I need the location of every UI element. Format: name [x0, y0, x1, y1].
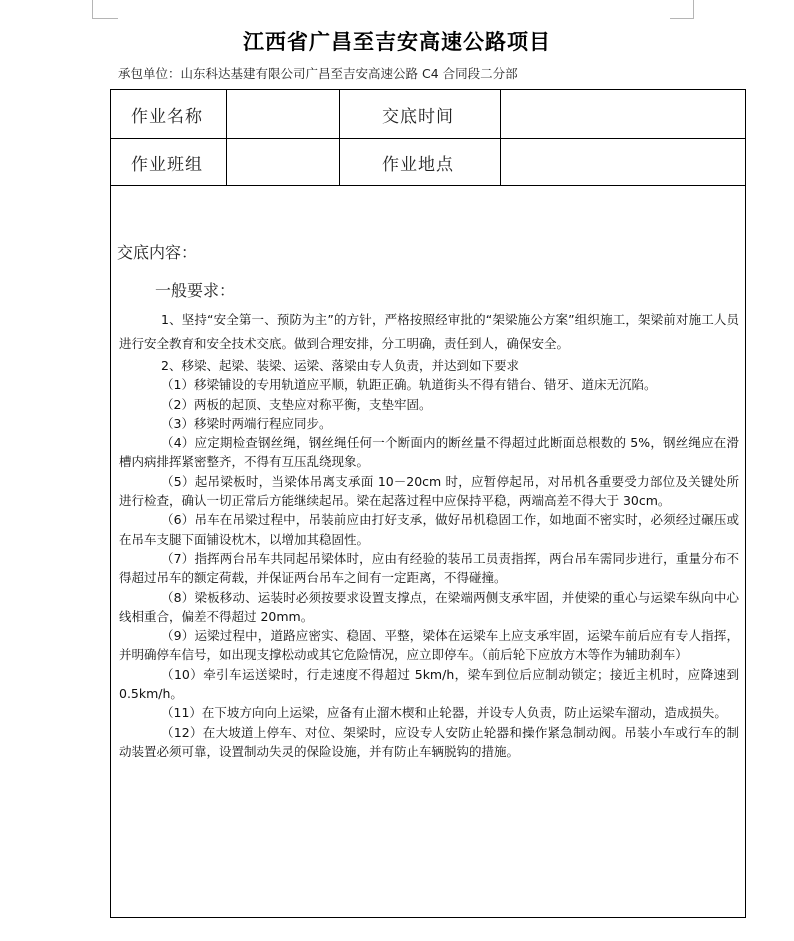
- row-divider-2: [111, 185, 745, 186]
- document-title: 江西省广昌至吉安高速公路项目: [243, 29, 551, 54]
- requirement-subitem-7: （7）指挥两台吊车共同起吊梁体时，应由有经验的装吊工员责指挥，两台吊车需同步进行，重量分布不得超过吊车的额定荷载，并保证两台吊车之间有一定距离，不得碰撞。: [119, 550, 739, 586]
- contractor-line: 承包单位：山东科达基建有限公司广昌至吉安高速公路 C4 合同段二分部: [118, 66, 518, 81]
- handover-form: [110, 89, 746, 918]
- requirement-subitem-8: （8）梁板移动、运装时必须按要求设置支撑点，在梁端两侧支承牢固，并使梁的重心与运梁车纵向中心线相重合，偏差不得超过 20mm。: [119, 589, 739, 624]
- handover-time-label: 交底时间: [382, 107, 454, 127]
- team-label: 作业班组: [131, 155, 203, 175]
- requirement-subitem-1: （1）移梁铺设的专用轨道应平顺，轨距正确。轨道街头不得有错台、错牙、道床无沉陷。: [161, 377, 657, 393]
- requirement-subitem-9: （9）运梁过程中，道路应密实、稳固、平整，梁体在运梁车上应支承牢固，运梁车前后应有专人指挥，并明确停车信号，如出现支撑松动或其它危险情况，应立即停车。（前后轮下应放方木等作为辅助刹车）: [119, 628, 739, 663]
- requirement-subitem-11: （11）在下坡方向向上运梁，应备有止溜木楔和止轮器，并设专人负责，防止运梁车溜动，造成损失。: [161, 705, 727, 721]
- requirement-subitem-10: （10）牵引车运送梁时，行走速度不得超过 5km/h，梁车到位后应制动锁定；接近主机时，应降速到 0.5km/h。: [119, 666, 739, 702]
- location-label: 作业地点: [382, 155, 454, 175]
- requirement-item-1: 1、坚持“安全第一、预防为主”的方针，严格按照经审批的“架梁施公方案”组织施工，架梁前对施工人员进行安全教育和安全技术交底。做到合理安排，分工明确，责任到人，确保安全。: [119, 312, 739, 351]
- work-name-value[interactable]: [235, 102, 335, 126]
- col-divider-2: [339, 90, 340, 186]
- crop-mark-left-h: [92, 18, 118, 19]
- crop-mark-left: [92, 0, 93, 18]
- requirement-item-2: 2、移梁、起梁、装梁、运梁、落梁由专人负责，并达到如下要求: [161, 358, 519, 373]
- requirement-subitem-2: （2）两板的起顶、支垫应对称平衡，支垫牢固。: [161, 396, 432, 412]
- general-requirements-label: 一般要求：: [155, 281, 236, 300]
- crop-mark-right-h: [670, 18, 694, 19]
- requirement-subitem-5: （5）起吊梁板时，当梁体吊离支承面 10－20cm 时，应暂停起吊，对吊机各重要受力部位及关键处所进行检查，确认一切正常后方能继续起吊。梁在起落过程中应保持平稳，两端高差不得大于 30cm。: [119, 473, 739, 509]
- team-value[interactable]: [235, 150, 335, 174]
- row-divider-1: [111, 138, 745, 139]
- requirement-subitem-12: （12）在大坡道上停车、对位、架梁时，应设专人安防止轮器和操作紧急制动阀。吊装小车或行车的制动装置必须可靠，设置制动失灵的保险设施，并有防止车辆脱钩的措施。: [119, 724, 739, 759]
- requirement-subitem-3: （3）移梁时两端行程应同步。: [161, 415, 332, 431]
- requirements-list: [119, 308, 739, 761]
- requirement-subitem-4: （4）应定期检查钢丝绳，钢丝绳任何一个断面内的断丝量不得超过此断面总根数的 5%，钢丝绳应在滑槽内病排挥紧密整齐，不得有互压乱绕现象。: [119, 435, 739, 470]
- handover-content-label: 交底内容：: [117, 243, 198, 262]
- work-name-label: 作业名称: [131, 107, 203, 127]
- requirement-subitem-6: （6）吊车在吊梁过程中，吊装前应由打好支承，做好吊机稳固工作，如地面不密实时，必须经过碾压或在吊车支腿下面铺设枕木，以增加其稳固性。: [119, 512, 739, 547]
- crop-mark-right: [693, 0, 694, 18]
- col-divider-1: [226, 90, 227, 186]
- location-value[interactable]: [509, 150, 739, 174]
- col-divider-3: [500, 90, 501, 186]
- handover-time-value[interactable]: [509, 102, 739, 126]
